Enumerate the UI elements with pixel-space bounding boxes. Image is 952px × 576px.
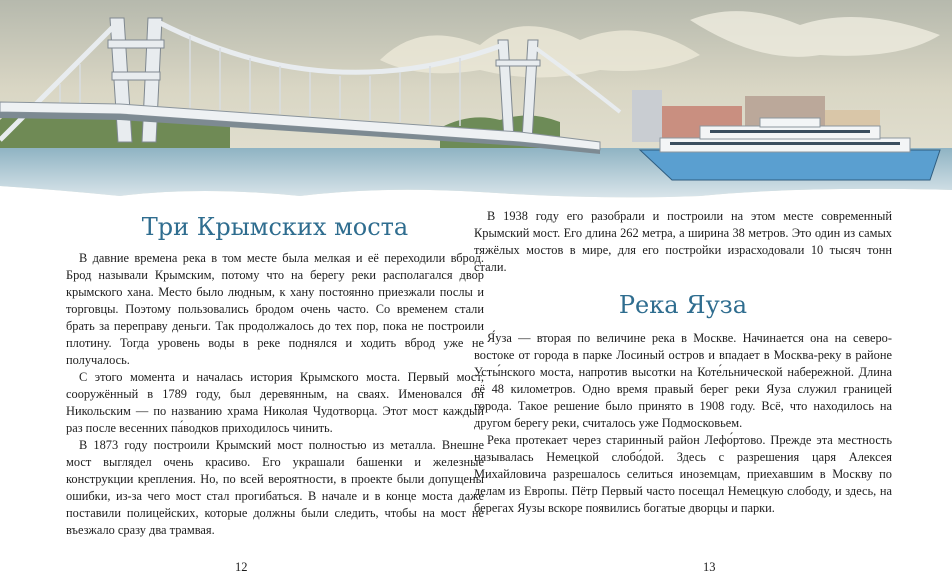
paragraph: С этого момента и началась история Крымского моста. Первый мост, сооружённый в 1789 году, был деревянным, на сваях. Именовался он Никольским — по названию храма Николая Чудотворца. Этот мост каждый раз после весенних па́водков приходилось чинить. — [66, 370, 484, 435]
paragraph: В 1873 году построили Крымский мост полностью из металла. Внешне мост выглядел очень красиво. Его украшали башенки и железные конструкции крепления. Но, по всей вероятности, в проекте были допущены ошибки, из-за чего мост стал прогибаться. В начале и в конце моста даже поставили полицейских, которые должны были следить, чтобы на мост не въезжало сразу два трамвая. — [66, 438, 484, 537]
left-page-column — [66, 208, 484, 539]
crimean-bridge-illustration — [0, 0, 952, 200]
paragraph: Я́уза — вторая по величине река в Москве. Начинается она на северо-востоке от города в парке Лосиный остров и впадает в Москва-реку в районе Усты́нского моста, напротив высотки на Коте́льнической набережной. Длина её 48 километров. Одно время правый берег реки Яуза служил границей города. Такое решение было принято в 1908 году. Всё, что находилось на другом берегу реки, считалось уже Подмосковьем. — [474, 331, 892, 430]
building — [632, 90, 662, 142]
section-title-crimean-bridges: Три Крымских моста — [141, 213, 409, 241]
paragraph: В давние времена река в том месте была мелкая и её переходили вброд. Брод называли Крымским, потому что на берегу реки располагался двор крымского хана. Место было людным, к хану постоянно приезжали послы и торговцы. Поэтому пользовались бродом очень часто. Со временем стали брать за переправу деньги. Так продолжалось до тех пор, пока не построили плотину. Тогда уровень воды в реке поднялся и ходить вброд уже не получалось. — [66, 251, 484, 367]
right-page-column — [474, 208, 892, 517]
paragraph: В 1938 году его разобрали и построили на этом месте современный Крымский мост. Его длина 262 метра, а ширина 38 метров. Это один из самых тяжёлых мостов в мире, для его постройки израсходовали 10 тысяч тонн стали. — [474, 209, 892, 274]
page-number-right: 13 — [703, 560, 716, 574]
paragraph: Река протекает через старинный район Лефо́ртово. Прежде эта местность называлась Немецкой слобо́дой. Здесь с разрешения царя Алексея Михайловича разрешалось селиться иноземцам, приехавшим в Москву по делам из Европы. Пётр Первый часто посещал Немецкую слободу, и здесь, на берегах Яузы вскоре появились богатые дворцы и парки. — [474, 433, 892, 515]
section-title-yauza-river: Река Яуза — [618, 291, 748, 319]
page-number-left: 12 — [235, 560, 248, 574]
